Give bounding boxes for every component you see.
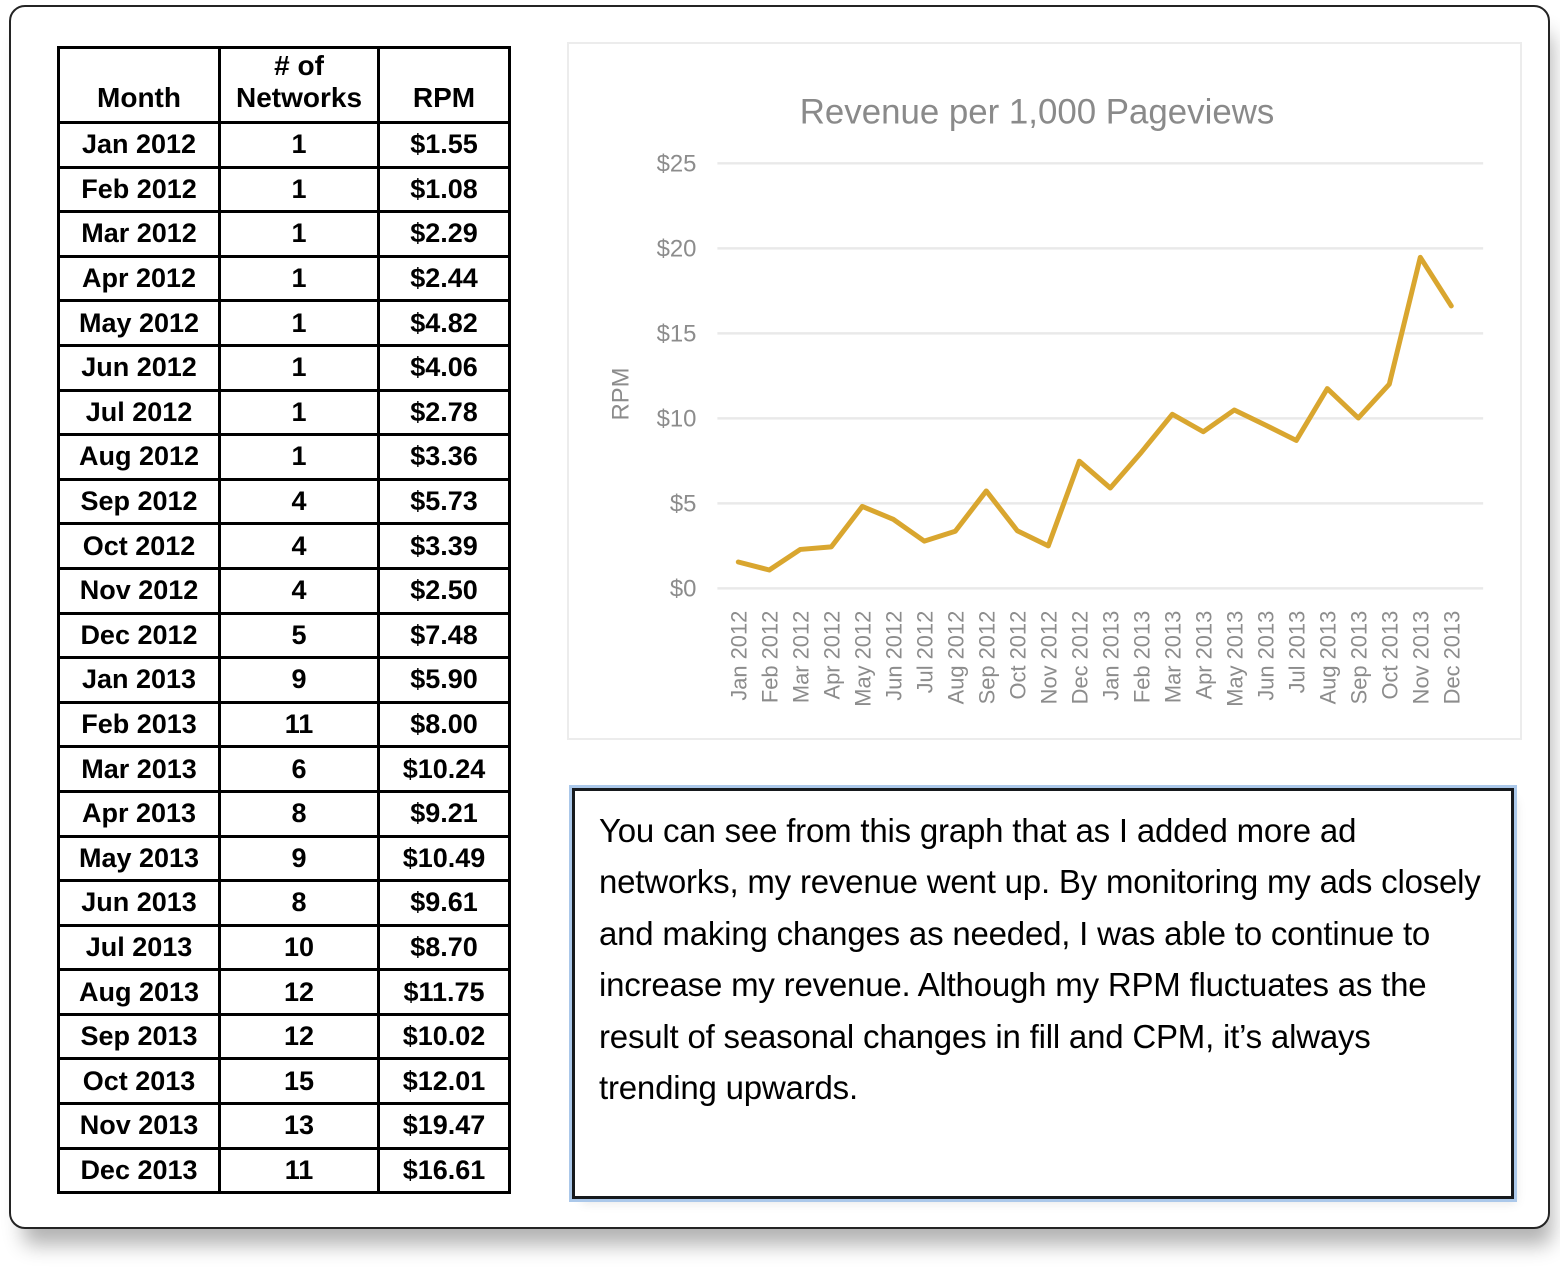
y-axis-tick-label: $5: [669, 490, 697, 518]
table-cell: 1: [220, 301, 379, 346]
x-axis-label: Jan 2013: [1098, 610, 1124, 701]
x-axis-label: Jun 2012: [881, 610, 907, 701]
table-cell: $3.36: [379, 435, 510, 480]
table-cell: 5: [220, 613, 379, 658]
table-row: [59, 702, 510, 747]
table-cell: 12: [220, 1014, 379, 1059]
table-row: [59, 568, 510, 613]
table-cell: 11: [220, 1148, 379, 1193]
x-axis-label: Jul 2013: [1284, 610, 1310, 694]
x-axis-label: Mar 2012: [788, 610, 814, 704]
x-axis-label: Jan 2012: [726, 610, 752, 701]
table-cell: $8.70: [379, 925, 510, 970]
table-row: [59, 613, 510, 658]
table-cell: $5.73: [379, 479, 510, 524]
table-cell: Apr 2012: [59, 256, 220, 301]
x-axis-label: May 2012: [850, 610, 876, 707]
table-row: [59, 301, 510, 346]
y-axis-tick-label: $20: [656, 235, 697, 263]
x-axis-label: Mar 2013: [1160, 610, 1186, 704]
x-axis-label: Feb 2012: [757, 610, 783, 704]
table-row: [59, 925, 510, 970]
y-axis-tick-label: $0: [669, 575, 697, 603]
note-text: You can see from this graph that as I added more ad networks, my revenue went up. By monitoring my ads closely and making changes as needed, I was able to continue to increase my revenue. Although my RPM fluctuates as the result of seasonal changes in fill and CPM, it’s always trending upwards.: [599, 812, 1481, 1107]
table-header-row: [59, 48, 510, 123]
x-axis-label: Sep 2013: [1346, 610, 1372, 705]
table-cell: $1.55: [379, 123, 510, 168]
table-row: [59, 791, 510, 836]
x-axis-label: Jul 2012: [912, 610, 938, 694]
table-cell: 6: [220, 747, 379, 792]
table-cell: 1: [220, 256, 379, 301]
x-axis-label: Dec 2012: [1067, 610, 1093, 705]
month-column-header: Month: [59, 48, 220, 123]
table-cell: Mar 2013: [59, 747, 220, 792]
table-row: [59, 479, 510, 524]
table-cell: $10.24: [379, 747, 510, 792]
table-cell: May 2012: [59, 301, 220, 346]
y-axis-tick-label: $25: [656, 150, 697, 178]
table-cell: $16.61: [379, 1148, 510, 1193]
table-cell: 8: [220, 791, 379, 836]
table-cell: 4: [220, 479, 379, 524]
y-axis-tick-label: $15: [656, 320, 697, 348]
table-row: [59, 658, 510, 703]
table-cell: 4: [220, 524, 379, 569]
table-cell: $3.39: [379, 524, 510, 569]
table-cell: Mar 2012: [59, 212, 220, 257]
chart-svg: [569, 44, 1520, 738]
table-cell: 9: [220, 836, 379, 881]
table-cell: 10: [220, 925, 379, 970]
rpm-chart: [567, 42, 1522, 740]
table-cell: Sep 2012: [59, 479, 220, 524]
table-cell: $10.49: [379, 836, 510, 881]
table-cell: 12: [220, 970, 379, 1015]
table-cell: 11: [220, 702, 379, 747]
table-cell: Jan 2013: [59, 658, 220, 703]
page: [9, 5, 1550, 1229]
table-row: [59, 435, 510, 480]
table-cell: 1: [220, 345, 379, 390]
table-cell: 1: [220, 212, 379, 257]
x-axis-label: Aug 2013: [1315, 610, 1341, 705]
x-axis-label: Oct 2013: [1377, 610, 1403, 700]
x-axis-label: Nov 2012: [1036, 610, 1062, 705]
table-cell: $1.08: [379, 167, 510, 212]
table-cell: $4.82: [379, 301, 510, 346]
table-cell: Jun 2013: [59, 881, 220, 926]
table-cell: 1: [220, 390, 379, 435]
table-cell: 4: [220, 568, 379, 613]
table-cell: Jun 2012: [59, 345, 220, 390]
table-cell: $2.78: [379, 390, 510, 435]
x-axis-label: Aug 2012: [943, 610, 969, 705]
x-axis-label: Apr 2013: [1191, 610, 1217, 700]
table-cell: Oct 2012: [59, 524, 220, 569]
table-row: [59, 390, 510, 435]
table-row: [59, 1148, 510, 1193]
table-cell: 1: [220, 167, 379, 212]
table-cell: 1: [220, 123, 379, 168]
note-box: [572, 788, 1514, 1199]
table-cell: $5.90: [379, 658, 510, 703]
x-axis-label: Jun 2013: [1253, 610, 1279, 701]
x-axis-label: Apr 2012: [819, 610, 845, 700]
table-row: [59, 881, 510, 926]
table-cell: 1: [220, 435, 379, 480]
table-cell: $9.61: [379, 881, 510, 926]
table-cell: 8: [220, 881, 379, 926]
table-cell: $11.75: [379, 970, 510, 1015]
table-cell: $2.50: [379, 568, 510, 613]
x-axis-label: May 2013: [1222, 610, 1248, 707]
table-row: [59, 345, 510, 390]
rpm-column-header: RPM: [379, 48, 510, 123]
y-axis-tick-label: $10: [656, 405, 697, 433]
table-cell: $10.02: [379, 1014, 510, 1059]
table-row: [59, 747, 510, 792]
table-row: [59, 123, 510, 168]
table-cell: Sep 2013: [59, 1014, 220, 1059]
table-cell: May 2013: [59, 836, 220, 881]
table-cell: Jan 2012: [59, 123, 220, 168]
table-cell: $2.29: [379, 212, 510, 257]
table-cell: Nov 2013: [59, 1104, 220, 1149]
x-axis-label: Feb 2013: [1129, 610, 1155, 704]
table-cell: Jul 2012: [59, 390, 220, 435]
table-cell: Jul 2013: [59, 925, 220, 970]
table-cell: Aug 2012: [59, 435, 220, 480]
table-cell: Apr 2013: [59, 791, 220, 836]
table-cell: $12.01: [379, 1059, 510, 1104]
table-cell: $8.00: [379, 702, 510, 747]
table-row: [59, 1104, 510, 1149]
x-axis-label: Oct 2012: [1005, 610, 1031, 700]
table-cell: 9: [220, 658, 379, 703]
table-row: [59, 167, 510, 212]
rpm-line: [738, 257, 1451, 570]
table-row: [59, 1014, 510, 1059]
x-axis-label: Dec 2013: [1439, 610, 1465, 705]
table-row: [59, 1059, 510, 1104]
table-cell: Aug 2013: [59, 970, 220, 1015]
table-cell: Dec 2012: [59, 613, 220, 658]
table-row: [59, 836, 510, 881]
networks-column-header: # of Networks: [220, 48, 379, 123]
table-cell: $7.48: [379, 613, 510, 658]
table-cell: 13: [220, 1104, 379, 1149]
table-cell: $19.47: [379, 1104, 510, 1149]
table-cell: Dec 2013: [59, 1148, 220, 1193]
y-axis-title: RPM: [607, 367, 635, 421]
rpm-table-body: [59, 123, 510, 1193]
x-axis-label: Nov 2013: [1408, 610, 1434, 705]
table-cell: $9.21: [379, 791, 510, 836]
table-cell: 15: [220, 1059, 379, 1104]
table-row: [59, 256, 510, 301]
table-cell: Nov 2012: [59, 568, 220, 613]
table-row: [59, 524, 510, 569]
table-cell: Feb 2013: [59, 702, 220, 747]
x-axis-label: Sep 2012: [974, 610, 1000, 705]
table-cell: Feb 2012: [59, 167, 220, 212]
table-cell: $4.06: [379, 345, 510, 390]
table-cell: Oct 2013: [59, 1059, 220, 1104]
table-cell: $2.44: [379, 256, 510, 301]
table-row: [59, 970, 510, 1015]
chart-title: Revenue per 1,000 Pageviews: [799, 92, 1275, 132]
rpm-table-head: [59, 48, 510, 123]
rpm-table: [57, 46, 511, 1194]
table-row: [59, 212, 510, 257]
